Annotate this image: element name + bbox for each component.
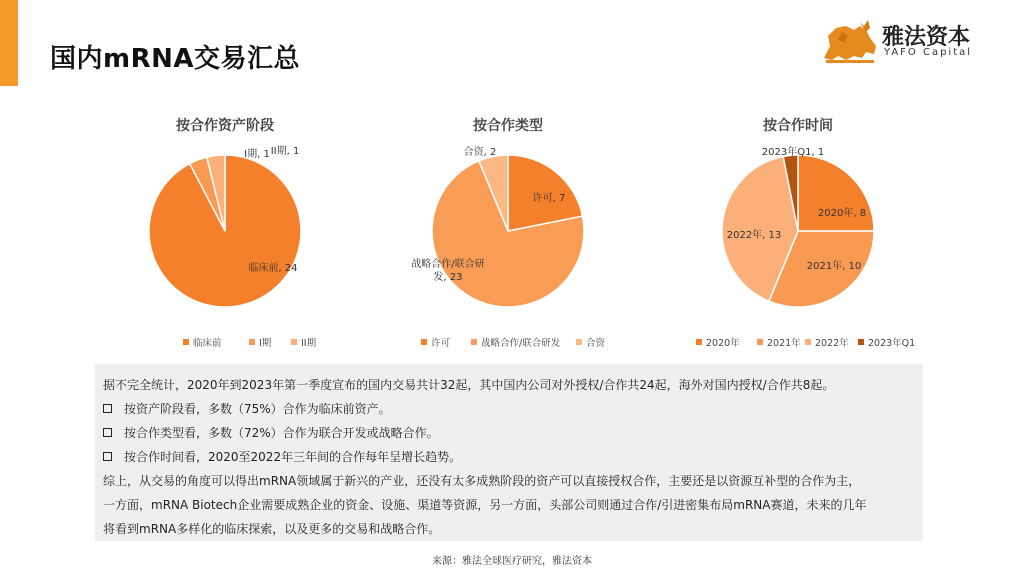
legend-swatch bbox=[471, 339, 477, 345]
legend-swatch bbox=[858, 339, 864, 345]
chart-title: 按合作时间 bbox=[763, 118, 833, 134]
data-label: 合资, 2 bbox=[463, 147, 497, 158]
data-label: 2021年, 10 bbox=[806, 261, 862, 272]
logo bbox=[820, 18, 990, 66]
legend-swatch bbox=[757, 339, 763, 345]
legend-label: 战略合作/联合研发 bbox=[481, 338, 561, 349]
chart-title: 按合作类型 bbox=[473, 118, 543, 134]
data-label: 2020年, 8 bbox=[817, 208, 867, 219]
square-bullet-icon bbox=[103, 404, 112, 413]
legend-label: 2021年 bbox=[767, 338, 801, 349]
logo-text: 雅法资本 bbox=[882, 25, 971, 50]
legend-swatch bbox=[696, 339, 702, 345]
summary-bullet: 按资产阶段看，多数（75%）合作为临床前资产。 bbox=[103, 400, 391, 417]
source-note: 来源：雅法全球医疗研究，雅法资本 bbox=[432, 556, 592, 567]
legend-swatch bbox=[249, 339, 255, 345]
data-label: 许可, 7 bbox=[532, 193, 566, 204]
summary-bullet: 按合作时间看，2020至2022年三年间的合作每年呈增长趋势。 bbox=[103, 448, 461, 465]
data-label: 战略合作/联合研发, 23 bbox=[411, 259, 485, 283]
page-title: 国内mRNA交易汇总 bbox=[50, 44, 300, 74]
legend-label: 2020年 bbox=[706, 338, 740, 349]
summary-box bbox=[95, 364, 923, 541]
square-bullet-icon bbox=[103, 428, 112, 437]
legend-label: 2023年Q1 bbox=[868, 338, 916, 349]
legend-swatch bbox=[291, 339, 297, 345]
pie-chart-type bbox=[358, 105, 658, 355]
summary-conclusion-line: 将看到mRNA多样化的临床探索，以及更多的交易和战略合作。 bbox=[103, 522, 441, 536]
data-label: II期, 1 bbox=[270, 146, 300, 157]
legend-swatch bbox=[183, 339, 189, 345]
summary-bullet: 按合作类型看，多数（72%）合作为联合开发或战略合作。 bbox=[103, 424, 439, 441]
pie-svg bbox=[648, 105, 948, 355]
logo-subtext: YAFO Capital bbox=[884, 47, 973, 58]
legend-label: 2022年 bbox=[815, 338, 849, 349]
legend-swatch bbox=[421, 339, 427, 345]
pie-chart-time bbox=[648, 105, 948, 355]
legend-label: I期 bbox=[259, 338, 272, 349]
data-label: 2023年Q1, 1 bbox=[761, 147, 825, 158]
data-label: I期, 1 bbox=[244, 149, 270, 160]
legend-swatch bbox=[576, 339, 582, 345]
summary-intro: 据不完全统计，2020年到2023年第一季度宣布的国内交易共计32起，其中国内公司对外授权/合作共24起，海外对国内授权/合作共8起。 bbox=[103, 378, 835, 392]
pie-svg bbox=[75, 105, 375, 355]
data-label: 2022年, 13 bbox=[726, 230, 782, 241]
square-bullet-icon bbox=[103, 452, 112, 461]
data-label: 临床前, 24 bbox=[248, 263, 298, 274]
legend-label: II期 bbox=[301, 338, 317, 349]
lion-logo-icon bbox=[820, 18, 880, 64]
chart-title: 按合作资产阶段 bbox=[176, 118, 274, 134]
pie-slice bbox=[798, 155, 874, 231]
legend-swatch bbox=[805, 339, 811, 345]
summary-conclusion-line: 一方面，mRNA Biotech企业需要成熟企业的资金、设施、渠道等资源，另一方面，头部公司则通过合作/引进密集布局mRNA赛道，未来的几年 bbox=[103, 498, 867, 512]
legend-label: 许可 bbox=[431, 338, 451, 349]
pie-svg bbox=[358, 105, 658, 355]
accent-bar bbox=[0, 0, 18, 86]
legend-label: 临床前 bbox=[193, 338, 222, 349]
summary-conclusion-line: 综上，从交易的角度可以得出mRNA领域属于新兴的产业，还没有太多成熟阶段的资产可以直接授权合作，主要还是以资源互补型的合作为主， bbox=[103, 474, 861, 488]
pie-chart-stage bbox=[75, 105, 375, 355]
legend-label: 合资 bbox=[586, 338, 606, 349]
